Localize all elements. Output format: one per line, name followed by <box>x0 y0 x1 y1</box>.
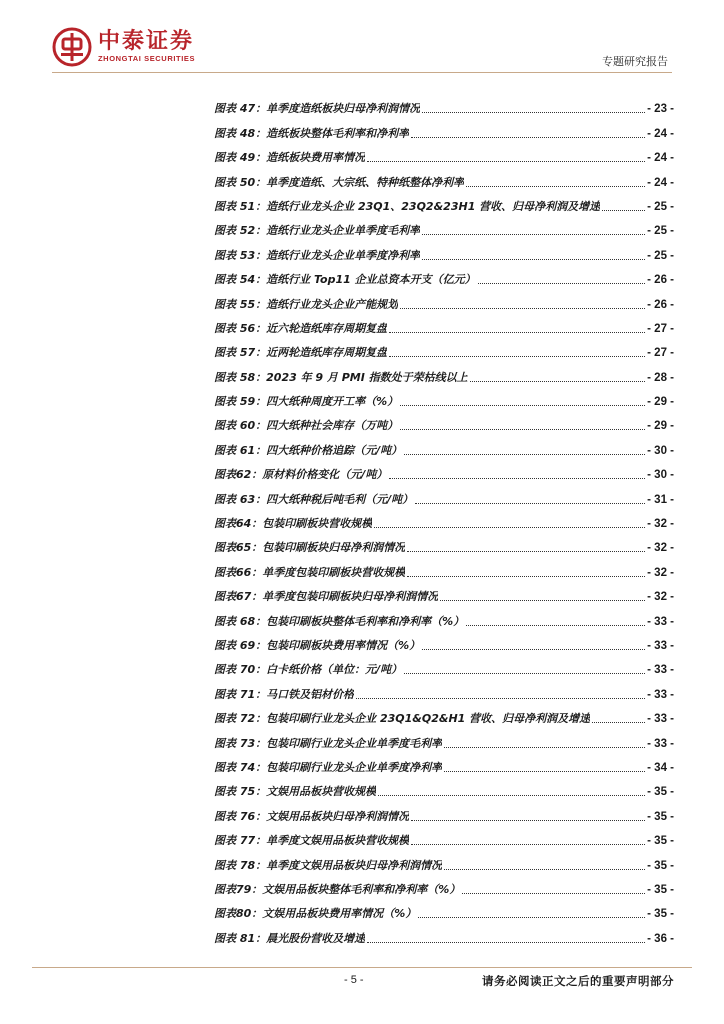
toc-entry-title[interactable]: 图表 56：近六轮造纸库存周期复盘 <box>214 321 388 335</box>
toc-entry-page[interactable]: - 25 - <box>647 249 674 262</box>
toc-entry-title[interactable]: 图表 81：晨光股份营收及增速 <box>214 931 366 945</box>
toc-entry[interactable] <box>214 141 674 165</box>
toc-entry[interactable] <box>214 629 674 653</box>
toc-entry-title[interactable]: 图表 74：包装印刷行业龙头企业单季度净利率 <box>214 760 443 774</box>
toc-dot-leader <box>470 381 646 382</box>
toc-dot-leader <box>389 356 645 357</box>
toc-entry-title[interactable]: 图表 68：包装印刷板块整体毛利率和净利率（%） <box>214 614 465 628</box>
toc-entry-title[interactable]: 图表 76：文娱用品板块归母净利润情况 <box>214 809 410 823</box>
toc-dot-leader <box>422 259 645 260</box>
toc-dot-leader <box>592 722 645 723</box>
toc-dot-leader <box>444 747 645 748</box>
toc-entry-title[interactable]: 图表 75：文娱用品板块营收规模 <box>214 785 377 799</box>
toc-entry-title[interactable]: 图表 70：白卡纸价格（单位：元/吨） <box>214 663 403 677</box>
toc-dot-leader <box>422 112 645 113</box>
toc-entry[interactable] <box>214 92 674 116</box>
toc-dot-leader <box>404 673 645 674</box>
toc-dot-leader <box>411 844 645 845</box>
toc-entry-title[interactable]: 图表 60：四大纸种社会库存（万吨） <box>214 419 399 433</box>
toc-entry-page[interactable]: - 36 - <box>647 932 674 945</box>
toc-dot-leader <box>367 161 645 162</box>
toc-entry[interactable] <box>214 458 674 482</box>
toc-entry[interactable] <box>214 799 674 823</box>
toc-dot-leader <box>415 503 645 504</box>
toc-entry-title[interactable]: 图表 72：包装印刷行业龙头企业 23Q1&Q2&H1 营收、归母净利润及增速 <box>214 712 591 726</box>
toc-entry[interactable] <box>214 921 674 945</box>
toc-entry-page[interactable]: - 23 - <box>647 103 674 116</box>
toc-entry-title[interactable]: 图表 52：造纸行业龙头企业单季度毛利率 <box>214 224 421 238</box>
figure-table-of-contents <box>214 92 674 946</box>
toc-entry[interactable] <box>214 555 674 579</box>
toc-dot-leader <box>462 893 645 894</box>
footer-divider <box>32 967 692 968</box>
toc-entry-page[interactable]: - 31 - <box>647 493 674 506</box>
toc-dot-leader <box>418 917 645 918</box>
toc-entry-page[interactable]: - 35 - <box>647 883 674 896</box>
toc-entry-page[interactable]: - 30 - <box>647 469 674 482</box>
toc-entry-page[interactable]: - 26 - <box>647 298 674 311</box>
toc-entry-page[interactable]: - 32 - <box>647 518 674 531</box>
toc-entry-title[interactable]: 图表 55：造纸行业龙头企业产能规划 <box>214 297 399 311</box>
toc-dot-leader <box>466 625 645 626</box>
toc-entry[interactable] <box>214 848 674 872</box>
toc-dot-leader <box>407 551 645 552</box>
toc-entry[interactable] <box>214 653 674 677</box>
company-logo <box>52 27 195 67</box>
toc-entry[interactable] <box>214 604 674 628</box>
toc-entry-title[interactable]: 图表 54：造纸行业 Top11 企业总资本开支（亿元） <box>214 273 476 287</box>
toc-entry-title[interactable]: 图表 59：四大纸种周度开工率（%） <box>214 395 399 409</box>
toc-entry-page[interactable]: - 32 - <box>647 591 674 604</box>
toc-entry[interactable] <box>214 433 674 457</box>
toc-entry[interactable] <box>214 897 674 921</box>
toc-entry[interactable] <box>214 385 674 409</box>
toc-entry[interactable] <box>214 116 674 140</box>
toc-entry[interactable] <box>214 873 674 897</box>
toc-dot-leader <box>411 137 645 138</box>
toc-entry[interactable] <box>214 238 674 262</box>
toc-entry-page[interactable]: - 24 - <box>647 176 674 189</box>
toc-dot-leader <box>422 649 645 650</box>
toc-entry-title[interactable]: 图表64：包装印刷板块营收规模 <box>214 517 373 531</box>
toc-entry-page[interactable]: - 25 - <box>647 200 674 213</box>
toc-entry-page[interactable]: - 32 - <box>647 542 674 555</box>
toc-entry-page[interactable]: - 25 - <box>647 225 674 238</box>
toc-entry[interactable] <box>214 312 674 336</box>
toc-entry-title[interactable]: 图表 71：马口铁及铝材价格 <box>214 687 355 701</box>
toc-entry-page[interactable]: - 24 - <box>647 152 674 165</box>
toc-entry[interactable] <box>214 824 674 848</box>
toc-entry-page[interactable]: - 26 - <box>647 274 674 287</box>
toc-entry-page[interactable]: - 33 - <box>647 737 674 750</box>
toc-entry-title[interactable]: 图表 51：造纸行业龙头企业 23Q1、23Q2&23H1 营收、归母净利润及增速 <box>214 199 601 213</box>
toc-entry-page[interactable]: - 34 - <box>647 761 674 774</box>
toc-entry-title[interactable]: 图表 50：单季度造纸、大宗纸、特种纸整体净利率 <box>214 175 465 189</box>
toc-entry-page[interactable]: - 24 - <box>647 127 674 140</box>
toc-entry-title[interactable]: 图表 73：包装印刷行业龙头企业单季度毛利率 <box>214 736 443 750</box>
toc-entry[interactable] <box>214 702 674 726</box>
toc-entry-title[interactable]: 图表 48：造纸板块整体毛利率和净利率 <box>214 126 410 140</box>
toc-entry-title[interactable]: 图表 63：四大纸种税后吨毛利（元/吨） <box>214 492 414 506</box>
logo-english-name: ZHONGTAI SECURITIES <box>98 54 196 63</box>
toc-entry-page[interactable]: - 35 - <box>647 859 674 872</box>
toc-entry[interactable] <box>214 726 674 750</box>
toc-entry-page[interactable]: - 32 - <box>647 566 674 579</box>
toc-entry-title[interactable]: 图表 57：近两轮造纸库存周期复盘 <box>214 346 388 360</box>
toc-entry[interactable] <box>214 482 674 506</box>
toc-entry-title[interactable]: 图表66：单季度包装印刷板块营收规模 <box>214 565 406 579</box>
toc-entry-page[interactable]: - 35 - <box>647 835 674 848</box>
toc-entry-page[interactable]: - 33 - <box>647 688 674 701</box>
toc-entry-page[interactable]: - 33 - <box>647 664 674 677</box>
page-header <box>0 0 724 80</box>
toc-dot-leader <box>411 820 645 821</box>
toc-entry[interactable] <box>214 360 674 384</box>
toc-dot-leader <box>444 771 645 772</box>
toc-entry-page[interactable]: - 35 - <box>647 810 674 823</box>
report-type-label: 专题研究报告 <box>602 55 668 68</box>
toc-entry-page[interactable]: - 27 - <box>647 347 674 360</box>
toc-entry-title[interactable]: 图表 69：包装印刷板块费用率情况（%） <box>214 638 421 652</box>
zhongtai-logo-icon <box>52 27 92 67</box>
toc-dot-leader <box>422 234 645 235</box>
toc-entry[interactable] <box>214 507 674 531</box>
toc-dot-leader <box>407 576 645 577</box>
toc-dot-leader <box>466 186 645 187</box>
toc-entry-page[interactable]: - 30 - <box>647 444 674 457</box>
toc-dot-leader <box>478 283 646 284</box>
toc-entry[interactable] <box>214 336 674 360</box>
toc-entry-title[interactable]: 图表 78：单季度文娱用品板块归母净利润情况 <box>214 858 443 872</box>
toc-dot-leader <box>444 869 645 870</box>
toc-entry-page[interactable]: - 28 - <box>647 371 674 384</box>
toc-entry-page[interactable]: - 33 - <box>647 615 674 628</box>
toc-entry-title[interactable]: 图表80：文娱用品板块费用率情况（%） <box>214 907 417 921</box>
toc-entry-title[interactable]: 图表67：单季度包装印刷板块归母净利润情况 <box>214 590 439 604</box>
toc-entry-page[interactable]: - 35 - <box>647 786 674 799</box>
toc-dot-leader <box>389 478 645 479</box>
toc-entry-page[interactable]: - 29 - <box>647 420 674 433</box>
toc-entry-title[interactable]: 图表 61：四大纸种价格追踪（元/吨） <box>214 443 403 457</box>
toc-entry[interactable] <box>214 677 674 701</box>
toc-dot-leader <box>440 600 645 601</box>
toc-dot-leader <box>400 429 645 430</box>
toc-dot-leader <box>356 698 645 699</box>
toc-entry-title[interactable]: 图表 77：单季度文娱用品板块营收规模 <box>214 834 410 848</box>
toc-entry-title[interactable]: 图表62：原材料价格变化（元/吨） <box>214 468 388 482</box>
toc-entry[interactable] <box>214 263 674 287</box>
toc-entry[interactable] <box>214 751 674 775</box>
toc-entry-title[interactable]: 图表65：包装印刷板块归母净利润情况 <box>214 541 406 555</box>
toc-entry-page[interactable]: - 35 - <box>647 908 674 921</box>
toc-entry[interactable] <box>214 775 674 799</box>
toc-entry-page[interactable]: - 33 - <box>647 713 674 726</box>
toc-dot-leader <box>602 210 645 211</box>
footer-page-number: - 5 - <box>344 974 364 986</box>
toc-entry-title[interactable]: 图表 49：造纸板块费用率情况 <box>214 151 366 165</box>
toc-dot-leader <box>374 527 645 528</box>
toc-dot-leader <box>378 795 645 796</box>
toc-entry[interactable] <box>214 190 674 214</box>
toc-entry-page[interactable]: - 33 - <box>647 639 674 652</box>
toc-entry-title[interactable]: 图表 58：2023 年 9 月 PMI 指数处于荣枯线以上 <box>214 370 468 384</box>
toc-entry-title[interactable]: 图表 47：单季度造纸板块归母净利润情况 <box>214 102 421 116</box>
toc-dot-leader <box>400 308 645 309</box>
toc-dot-leader <box>404 454 645 455</box>
toc-entry[interactable] <box>214 214 674 238</box>
toc-entry-title[interactable]: 图表79：文娱用品板块整体毛利率和净利率（%） <box>214 882 461 896</box>
header-divider <box>52 72 672 73</box>
toc-dot-leader <box>367 942 645 943</box>
footer-disclaimer: 请务必阅读正文之后的重要声明部分 <box>482 974 674 988</box>
toc-entry[interactable] <box>214 287 674 311</box>
toc-entry-page[interactable]: - 29 - <box>647 396 674 409</box>
logo-chinese-name: 中泰证券 <box>98 29 195 54</box>
toc-dot-leader <box>389 332 645 333</box>
toc-dot-leader <box>400 405 645 406</box>
toc-entry[interactable] <box>214 531 674 555</box>
toc-entry[interactable] <box>214 580 674 604</box>
toc-entry-page[interactable]: - 27 - <box>647 322 674 335</box>
logo-text <box>98 30 195 64</box>
toc-entry-title[interactable]: 图表 53：造纸行业龙头企业单季度净利率 <box>214 248 421 262</box>
toc-entry[interactable] <box>214 409 674 433</box>
toc-entry[interactable] <box>214 165 674 189</box>
